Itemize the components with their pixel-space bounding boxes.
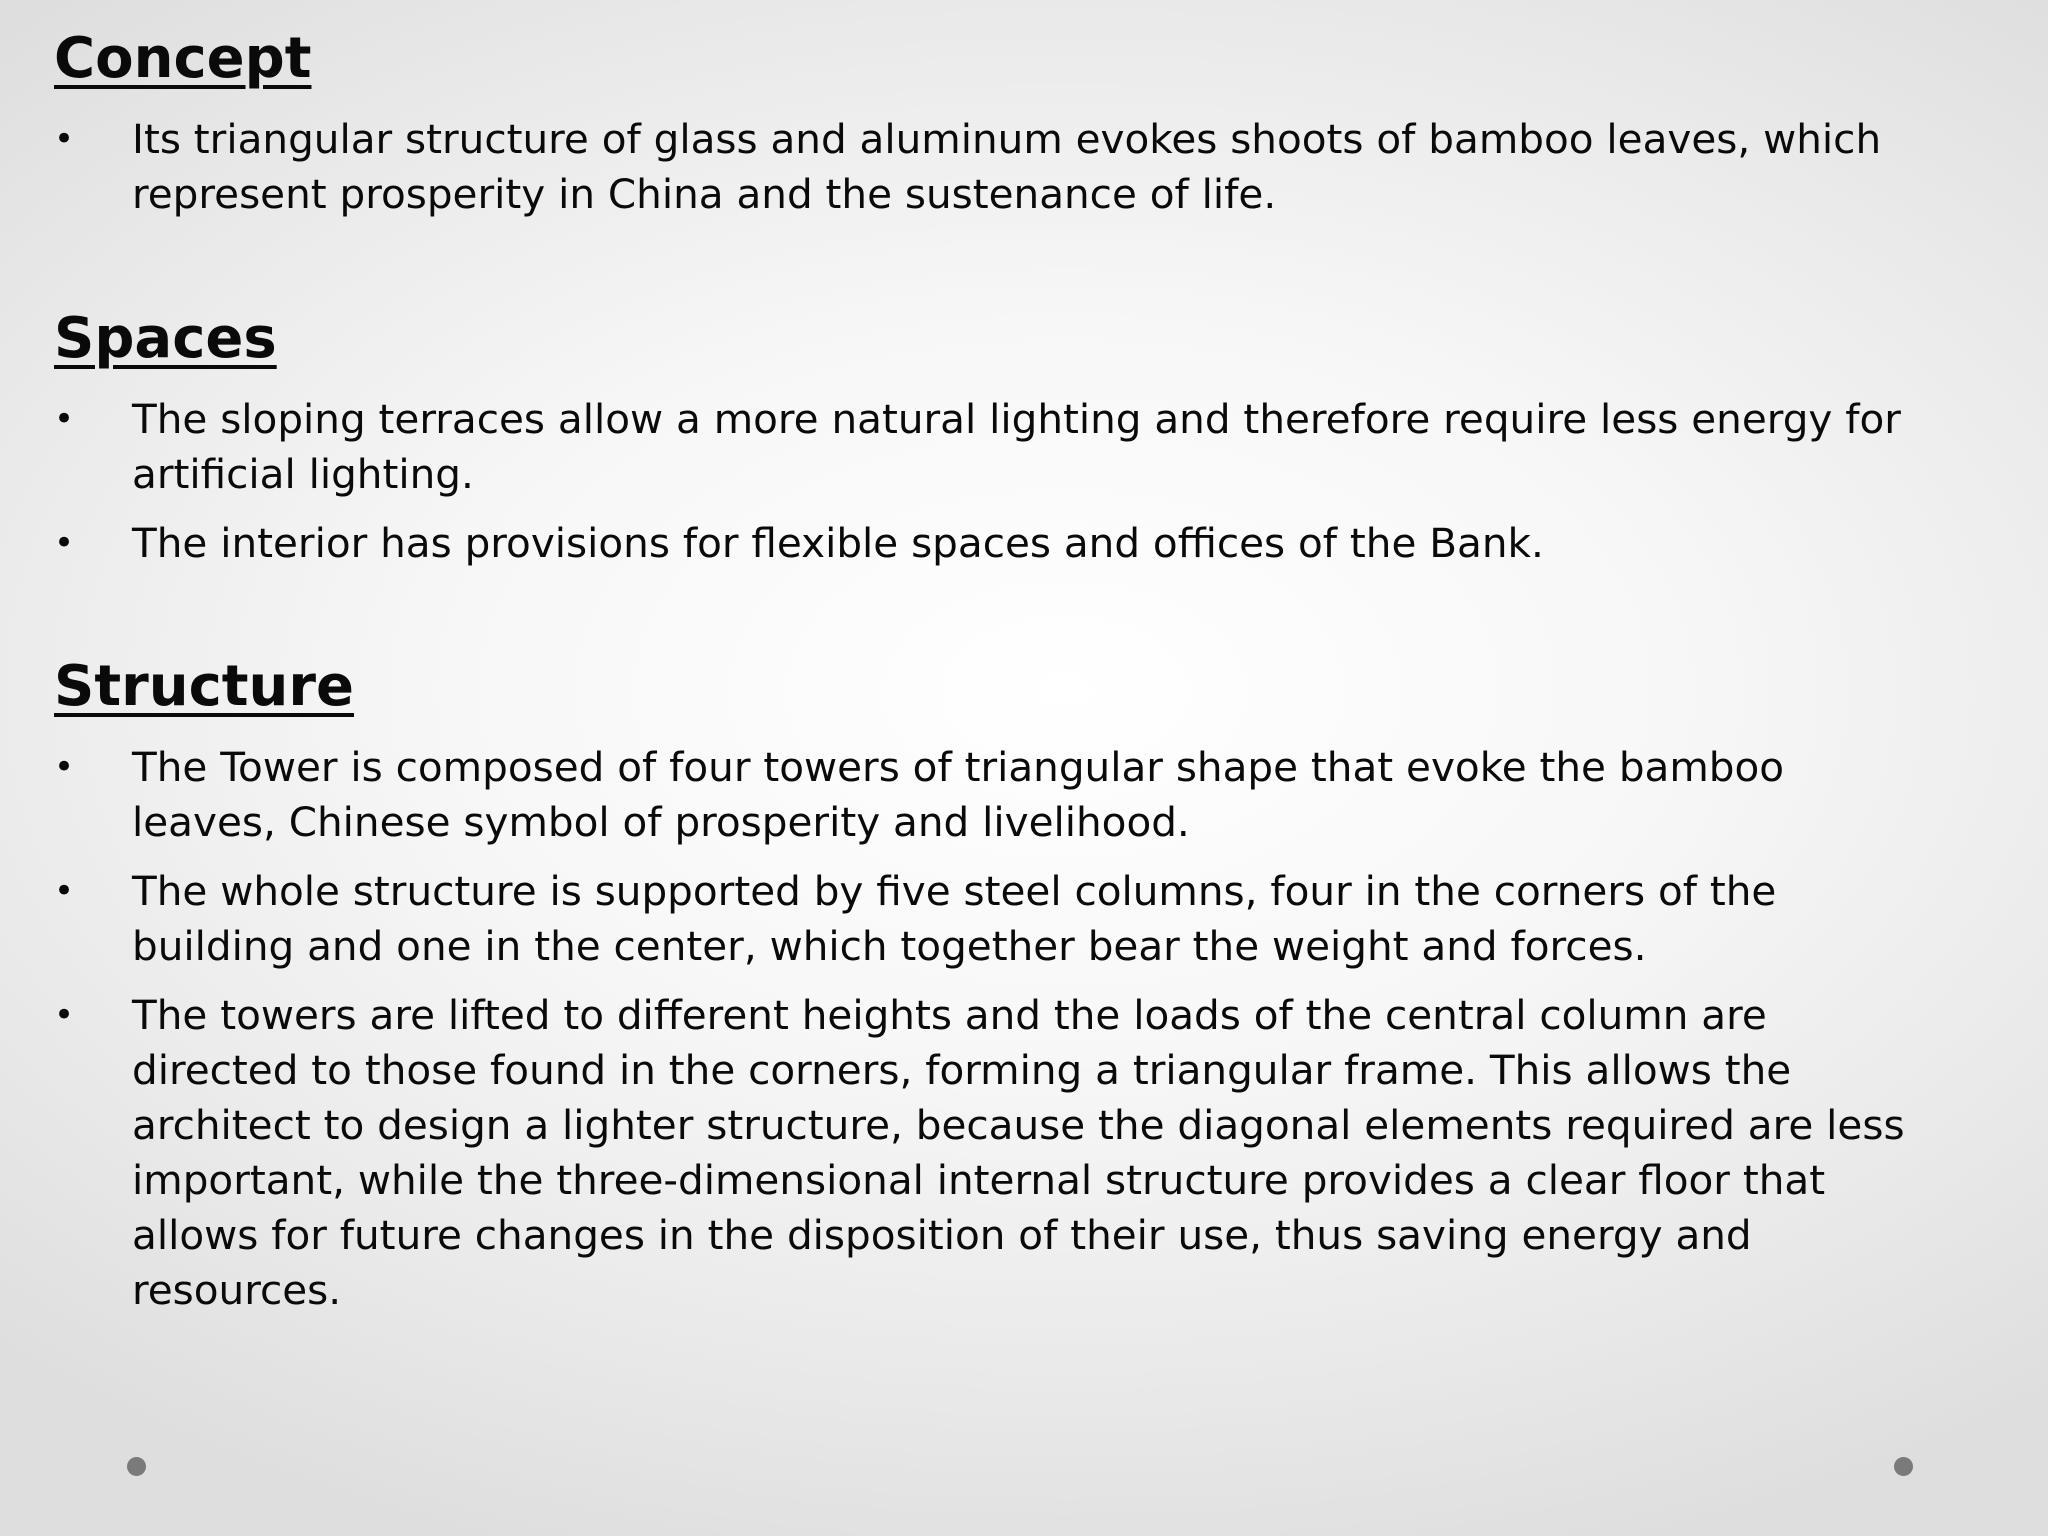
heading-concept: Concept <box>54 26 312 91</box>
spaces-bullet-list <box>54 392 1954 585</box>
structure-bullet-list <box>54 740 1954 1332</box>
bullet-text: Its triangular structure of glass and aluminum evokes shoots of bamboo leaves, which represent prosperity in China and the sustenance of life. <box>132 115 1882 218</box>
list-item <box>54 740 1914 850</box>
bullet-text: The towers are lifted to different heights and the loads of the central column are directed to those found in the corners, forming a triangular frame. This allows the architect to design a lighter structure, because the diagonal elements required are less important, while the three-dimensional internal structure provides a clear floor that allows for future changes in the disposition of their use, thus saving energy and resources. <box>132 991 1905 1314</box>
footer-dot-left-icon <box>127 1457 146 1476</box>
bullet-text: The sloping terraces allow a more natural lighting and therefore require less energy for artificial lighting. <box>132 395 1901 498</box>
bullet-text: The interior has provisions for flexible spaces and offices of the Bank. <box>132 519 1544 567</box>
bullet-icon: • <box>54 119 75 159</box>
bullet-icon: • <box>54 523 75 563</box>
bullet-icon: • <box>54 399 75 439</box>
bullet-text: The Tower is composed of four towers of triangular shape that evoke the bamboo leaves, Chinese symbol of prosperity and livelihood. <box>132 743 1785 846</box>
heading-spaces: Spaces <box>54 306 277 371</box>
bullet-icon: • <box>54 871 75 911</box>
concept-bullet-list <box>54 112 1954 236</box>
list-item <box>54 112 1914 222</box>
list-item <box>54 988 1914 1318</box>
bullet-text: The whole structure is supported by five steel columns, four in the corners of the building and one in the center, which together bear the weight and forces. <box>132 867 1777 970</box>
bullet-icon: • <box>54 747 75 787</box>
list-item <box>54 864 1914 974</box>
footer-dot-right-icon <box>1894 1457 1913 1476</box>
list-item <box>54 516 1914 571</box>
list-item <box>54 392 1914 502</box>
heading-structure: Structure <box>54 654 355 719</box>
bullet-icon: • <box>54 995 75 1035</box>
